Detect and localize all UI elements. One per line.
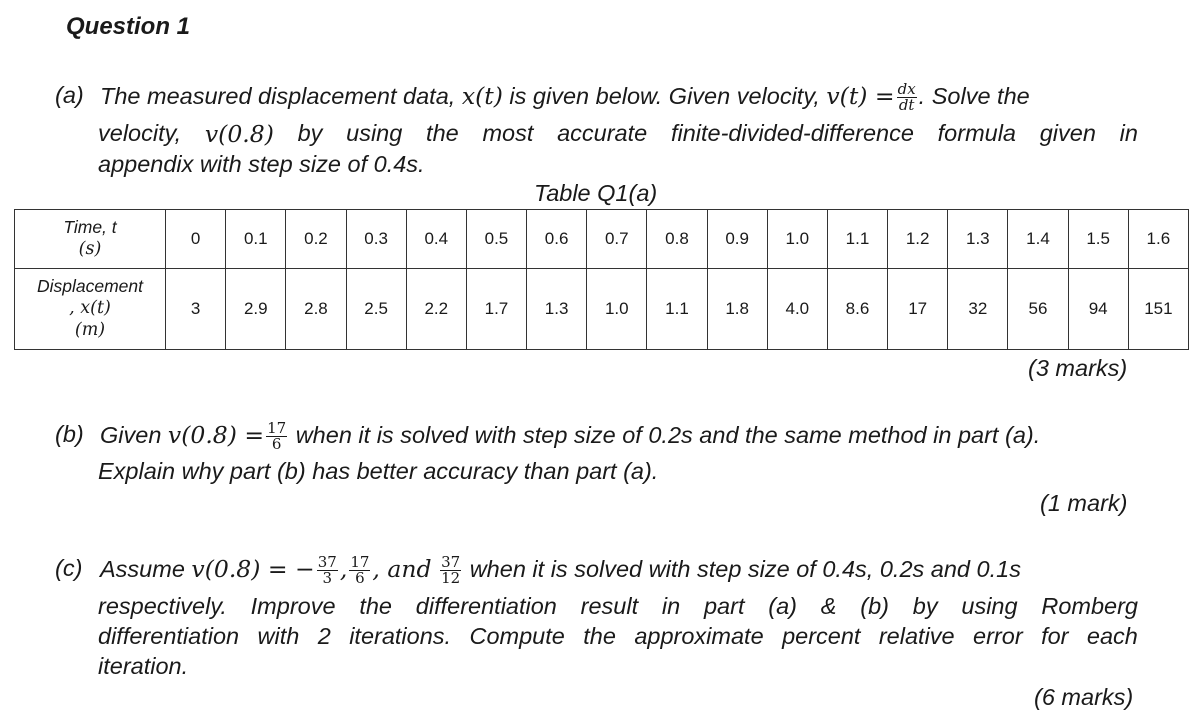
part-c-text-1: Assume — [100, 556, 185, 582]
time-cell: 0.5 — [466, 210, 526, 269]
displacement-cell: 1.8 — [707, 269, 767, 350]
displacement-cell: 2.2 — [406, 269, 466, 350]
denominator: 6 — [355, 569, 365, 588]
data-table — [14, 209, 1189, 350]
word: Romberg — [1041, 593, 1138, 619]
time-row — [15, 210, 1189, 269]
word: & — [820, 593, 837, 619]
time-cell: 0.8 — [647, 210, 707, 269]
numerator: 37 — [441, 553, 461, 572]
dx-numerator: dx — [897, 80, 916, 99]
dx-dt-fraction — [897, 82, 917, 113]
word: result — [580, 593, 639, 619]
word: each — [1086, 623, 1138, 649]
part-b-text-2: when it is solved with step size of 0.2s and the same method in part (a). — [295, 422, 1041, 448]
word: approximate — [634, 623, 764, 649]
part-c-line-1 — [100, 555, 1021, 586]
word: in — [1119, 120, 1138, 146]
part-a-line-3: appendix with step size of 0.4s. — [98, 151, 425, 177]
part-a-label: (a) — [55, 82, 84, 108]
time-cell: 0.1 — [226, 210, 286, 269]
word: in — [661, 593, 681, 619]
time-header-label: Time, t — [63, 217, 117, 238]
denominator: 12 — [441, 569, 461, 588]
x-of-t: x(t) — [461, 82, 503, 110]
time-header — [15, 210, 166, 269]
fraction-37-3 — [317, 555, 338, 586]
word: (a) — [768, 593, 797, 619]
word: percent — [782, 623, 861, 649]
denominator: 6 — [271, 435, 282, 454]
displacement-cell: 3 — [166, 269, 226, 350]
part-c-line-3 — [98, 623, 1138, 650]
time-cell: 1.1 — [827, 210, 887, 269]
word: given — [1039, 120, 1096, 146]
displacement-cell: 2.5 — [346, 269, 406, 350]
time-cell: 1.5 — [1068, 210, 1128, 269]
word: differentiation — [415, 593, 557, 619]
displacement-header-label: Displacement — [36, 276, 144, 297]
comma: , — [339, 555, 348, 583]
time-cell: 0.7 — [587, 210, 647, 269]
part-a-text-3: . Solve the — [918, 83, 1030, 109]
displacement-cell: 8.6 — [827, 269, 887, 350]
word: accurate — [557, 120, 648, 146]
displacement-row — [15, 269, 1189, 350]
word: the — [359, 593, 392, 619]
table-caption: Table Q1(a) — [534, 180, 658, 206]
fraction-17-6 — [349, 555, 370, 586]
v-08: v(0.8) = − — [191, 555, 315, 583]
word: formula — [937, 120, 1017, 146]
part-c-marks: (6 marks) — [1034, 684, 1134, 710]
time-cell: 0.4 — [406, 210, 466, 269]
fraction-37-12 — [440, 555, 461, 586]
word: with — [257, 623, 300, 649]
displacement-cell: 1.0 — [587, 269, 647, 350]
word: by — [297, 120, 323, 146]
displacement-cell: 17 — [888, 269, 948, 350]
displacement-cell: 56 — [1008, 269, 1068, 350]
time-cell: 0.3 — [346, 210, 406, 269]
displacement-cell: 2.9 — [226, 269, 286, 350]
word: respectively. — [98, 593, 227, 619]
part-c-label: (c) — [55, 555, 83, 581]
word: finite-divided-difference — [670, 120, 914, 146]
part-b-marks: (1 mark) — [1040, 490, 1128, 516]
part-c-text-2: when it is solved with step size of 0.4s, 0.2s and 0.1s — [469, 556, 1021, 582]
part-b-label: (b) — [55, 421, 84, 447]
time-cell: 1.6 — [1128, 210, 1188, 269]
v-08: v(0.8) = — [167, 421, 265, 449]
numerator: 17 — [267, 419, 287, 438]
time-cell: 1.2 — [888, 210, 948, 269]
part-c-line-4: iteration. — [98, 653, 189, 679]
word: 2 — [317, 623, 331, 649]
numerator: 37 — [317, 553, 337, 572]
word: iterations. — [349, 623, 452, 649]
displacement-cell: 1.7 — [466, 269, 526, 350]
word: using — [346, 120, 403, 146]
word: the — [426, 120, 459, 146]
displacement-cell: 32 — [948, 269, 1008, 350]
question-title: Question 1 — [66, 13, 191, 40]
word: velocity, — [98, 120, 182, 146]
denominator: 3 — [322, 569, 333, 588]
word: part — [703, 593, 745, 619]
displacement-cell: 1.1 — [647, 269, 707, 350]
displacement-header-unit: (m) — [74, 319, 106, 340]
and-word: , and — [372, 555, 432, 583]
displacement-cell: 4.0 — [767, 269, 827, 350]
word: by — [912, 593, 938, 619]
v-of-t: v(t) = — [826, 82, 895, 110]
displacement-header — [15, 269, 166, 350]
word: for — [1041, 623, 1069, 649]
part-b-line-1 — [100, 421, 1040, 452]
displacement-cell: 2.8 — [286, 269, 346, 350]
word: relative — [878, 623, 955, 649]
word: error — [973, 623, 1023, 649]
word: Compute — [469, 623, 565, 649]
time-cell: 0.9 — [707, 210, 767, 269]
v-08: v(0.8) — [204, 120, 274, 148]
fraction-17-6 — [266, 421, 287, 452]
time-cell: 0.2 — [286, 210, 346, 269]
time-cell: 1.0 — [767, 210, 827, 269]
part-a-text-1: The measured displacement data, — [100, 83, 456, 109]
time-cell: 0.6 — [527, 210, 587, 269]
part-a-marks: (3 marks) — [1028, 355, 1128, 381]
displacement-cell: 1.3 — [527, 269, 587, 350]
time-header-unit: (s) — [78, 239, 102, 259]
displacement-cell: 151 — [1128, 269, 1188, 350]
time-cell: 0 — [166, 210, 226, 269]
word: most — [482, 120, 534, 146]
word: (b) — [860, 593, 889, 619]
displacement-cell: 94 — [1068, 269, 1128, 350]
time-cell: 1.4 — [1008, 210, 1068, 269]
word: the — [583, 623, 616, 649]
dt-denominator: dt — [898, 96, 915, 115]
part-a-line-2 — [98, 120, 1138, 148]
part-a-text-2: is given below. Given velocity, — [509, 83, 820, 109]
word: Improve — [250, 593, 336, 619]
numerator: 17 — [350, 553, 370, 572]
part-c-line-2 — [98, 593, 1138, 620]
word: using — [961, 593, 1018, 619]
part-b-line-2: Explain why part (b) has better accuracy than part (a). — [98, 458, 659, 484]
displacement-header-symbol: , x(t) — [69, 298, 111, 319]
word: differentiation — [98, 623, 240, 649]
part-a-line-1 — [100, 82, 1030, 113]
part-b-text-1: Given — [100, 422, 162, 448]
time-cell: 1.3 — [948, 210, 1008, 269]
